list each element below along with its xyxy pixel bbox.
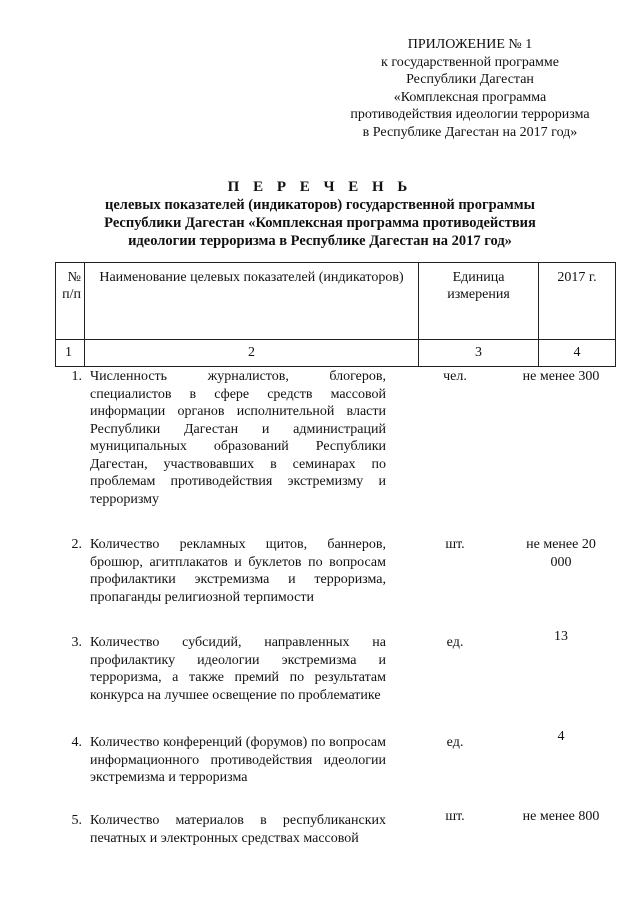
row-unit: шт. [445, 537, 465, 552]
appendix-line: Республики Дагестан [406, 72, 534, 87]
row-indicator-name: Количество рекламных щитов, баннеров, брошюр, агитплакатов и буклетов по вопросам профилактики экстремизма и терроризма, пропаганды религиозной терпимости [90, 537, 386, 605]
row-value: не менее 20 000 [526, 537, 596, 570]
document-heading [80, 178, 560, 250]
row-indicator-name: Количество субсидий, направленных на профилактику идеологии экстремизма и терроризма, а также премий по результатам конкурса на лучшее освещение по проблематике [90, 635, 386, 703]
appendix-line: противодействия идеологии терроризма [350, 107, 590, 122]
appendix-line: «Комплексная программа [393, 89, 547, 105]
document-subtitle-line: Республики Дагестан «Комплексная программа противодействия [104, 215, 536, 231]
row-value: 4 [557, 729, 565, 744]
row-number: 5. [71, 813, 82, 828]
header-unit: Единица измерения [419, 263, 539, 340]
document-title: П Е Р Е Ч Е Н Ь [227, 179, 413, 195]
header-name: Наименование целевых показателей (индикаторов) [85, 263, 419, 340]
row-number: 2. [71, 537, 82, 552]
document-subtitle-line: идеологии терроризма в Республике Дагестан на 2017 год» [128, 233, 512, 249]
row-value: не менее 800 [522, 809, 600, 824]
row-indicator-name: Количество конференций (форумов) по вопросам информационного противодействия идеологии экстремизма и терроризма [90, 735, 386, 785]
row-unit: ед. [446, 735, 464, 750]
row-number: 3. [71, 635, 82, 650]
row-indicator-name: Количество материалов в республиканских печатных и электронных средствах массовой [90, 813, 386, 846]
appendix-line: в Республике Дагестан на 2017 год» [362, 124, 578, 140]
column-number: 4 [539, 340, 616, 367]
appendix-line: к государственной программе [381, 54, 559, 70]
row-unit: чел. [443, 369, 467, 384]
row-value: 13 [554, 629, 568, 644]
document-subtitle-line: целевых показателей (индикаторов) государственной программы [105, 197, 535, 213]
column-number: 3 [419, 340, 539, 367]
indicators-table-header [55, 262, 616, 367]
appendix-line: ПРИЛОЖЕНИЕ № 1 [407, 37, 533, 52]
appendix-block [320, 36, 620, 141]
row-number: 4. [71, 735, 82, 750]
header-year: 2017 г. [539, 263, 616, 340]
row-number: 1. [71, 369, 82, 384]
row-unit: ед. [446, 635, 464, 650]
column-number: 2 [85, 340, 419, 367]
column-number: 1 [56, 340, 85, 367]
row-value: не менее 300 [522, 369, 600, 384]
header-num: № п/п [56, 263, 85, 340]
row-unit: шт. [445, 809, 465, 824]
row-indicator-name: Численность журналистов, блогеров, специалистов в сфере средств массовой информации органов исполнительной власти Республики Дагестан и администраций муниципальных образований Республики Дагестан, участвовавших в семинарах по проблемам противодействия экстремизму и терроризму [90, 369, 386, 507]
